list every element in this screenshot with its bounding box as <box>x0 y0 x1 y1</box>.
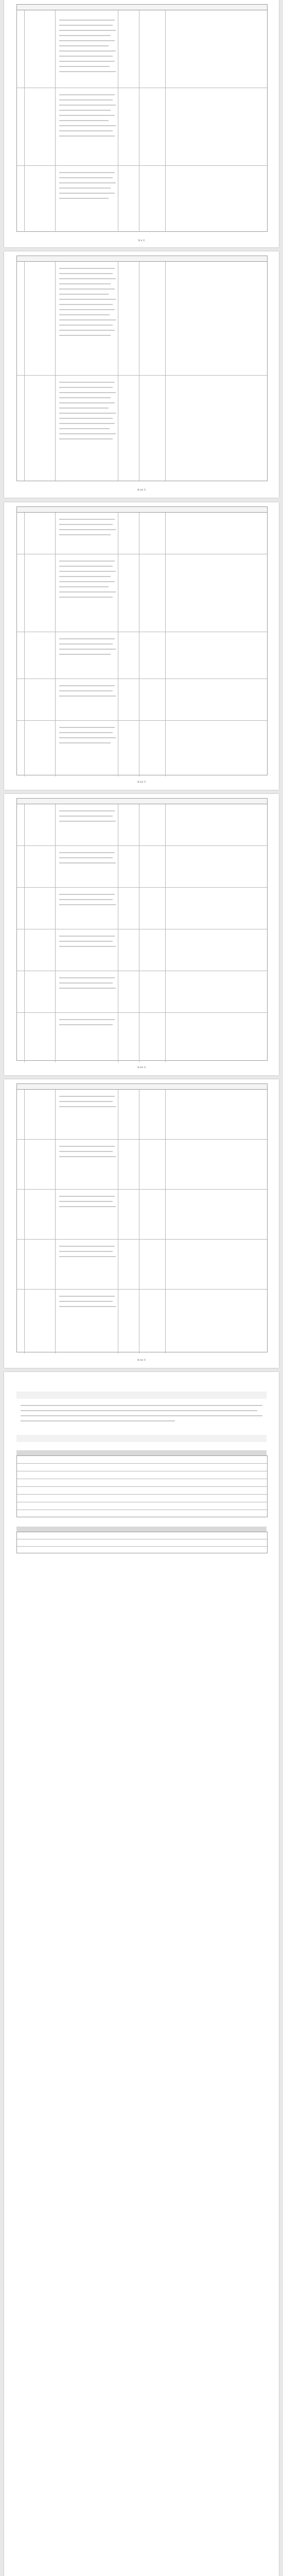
table-row <box>17 804 267 846</box>
table-row <box>17 1547 267 1553</box>
table-row <box>17 632 267 679</box>
table-row <box>17 10 267 88</box>
table-header <box>16 1450 267 1455</box>
table-header <box>17 5 267 10</box>
table-row <box>17 88 267 166</box>
data-table <box>16 798 268 1061</box>
document-page-5 <box>4 1079 279 1368</box>
table-row <box>17 1487 267 1495</box>
table-header <box>17 799 267 804</box>
table-row <box>17 1495 267 1502</box>
table-row <box>17 846 267 888</box>
document-page-1 <box>4 0 279 247</box>
page-number: 第 XX 页 <box>137 781 146 783</box>
table-row <box>17 1456 267 1464</box>
table-row <box>17 554 267 632</box>
table-row <box>17 1479 267 1487</box>
table-header <box>17 507 267 513</box>
document-page-3 <box>4 502 279 790</box>
page-number: 第 XX 页 <box>137 488 146 491</box>
document-page-6 <box>4 1372 279 2576</box>
table-row <box>17 376 267 481</box>
table-row <box>17 721 267 776</box>
data-table <box>16 4 268 232</box>
paragraph <box>21 1405 262 1426</box>
data-table <box>16 1532 268 1553</box>
table-header <box>16 1527 267 1532</box>
section-heading <box>16 1435 267 1442</box>
table-row <box>17 1090 267 1140</box>
table-row <box>17 971 267 1013</box>
table-row <box>17 679 267 721</box>
table-row <box>17 888 267 929</box>
table-header <box>17 1084 267 1090</box>
page-number: 第 X 页 <box>138 239 145 242</box>
table-row <box>17 262 267 376</box>
table-row <box>17 1140 267 1190</box>
data-table <box>16 256 268 481</box>
table-row <box>17 1502 267 1510</box>
table-row <box>17 1190 267 1240</box>
table-row <box>17 1290 267 1353</box>
document-page-4 <box>4 794 279 1075</box>
page-number: 第 XX 页 <box>137 1359 146 1361</box>
data-table <box>16 1455 268 1517</box>
page-number: 第 XX 页 <box>137 1066 146 1069</box>
data-table <box>16 506 268 775</box>
table-row <box>17 1532 267 1539</box>
table-header <box>17 256 267 262</box>
table-row <box>17 513 267 554</box>
table-row <box>17 1539 267 1547</box>
section-heading <box>16 1392 267 1399</box>
table-row <box>17 1471 267 1479</box>
table-row <box>17 1464 267 1471</box>
data-table <box>16 1083 268 1352</box>
table-row <box>17 1240 267 1290</box>
table-row <box>17 1013 267 1062</box>
document-page-2 <box>4 251 279 498</box>
table-row <box>17 929 267 971</box>
table-row <box>17 1510 267 1517</box>
table-row <box>17 166 267 232</box>
